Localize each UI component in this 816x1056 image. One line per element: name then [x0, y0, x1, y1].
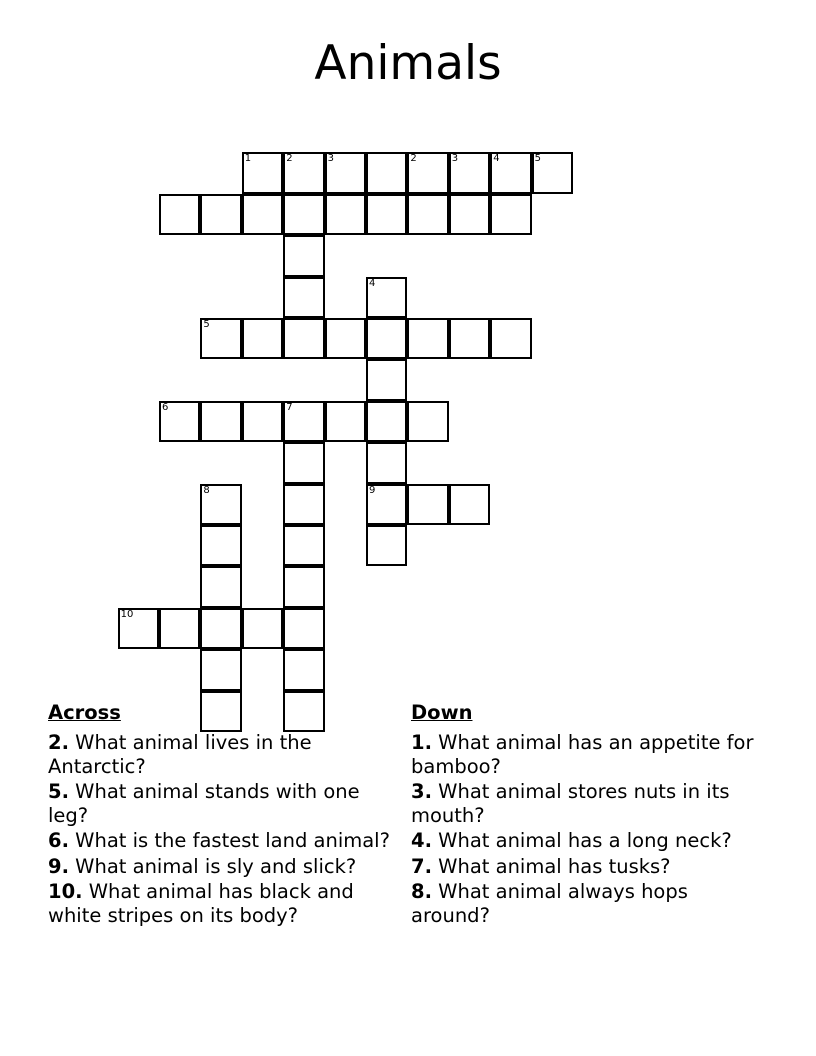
grid-cell[interactable]	[200, 484, 241, 525]
grid-cell[interactable]	[159, 608, 200, 649]
clue-down-1	[411, 731, 756, 778]
clue-number-label: 3	[451, 153, 459, 165]
grid-cell[interactable]	[407, 484, 448, 525]
clue-text: What animal is sly and slick?	[68, 854, 357, 878]
grid-cell[interactable]	[159, 401, 200, 442]
clue-text: What animal stores nuts in its mouth?	[411, 780, 730, 827]
grid-cell[interactable]	[407, 194, 448, 235]
grid-cell[interactable]	[407, 401, 448, 442]
clue-text: What animal lives in the Antarctic?	[48, 731, 312, 778]
grid-cell[interactable]	[283, 525, 324, 566]
grid-cell[interactable]	[200, 401, 241, 442]
clue-across-6	[48, 829, 393, 853]
clue-number: 3.	[411, 780, 432, 803]
grid-cell[interactable]	[407, 152, 448, 193]
grid-cell[interactable]	[242, 401, 283, 442]
grid-cell[interactable]	[200, 318, 241, 359]
clue-text: What animal has tusks?	[431, 854, 671, 878]
grid-cell[interactable]	[449, 484, 490, 525]
grid-cell[interactable]	[325, 152, 366, 193]
clue-text: What animal always hops around?	[411, 880, 688, 927]
grid-cell[interactable]	[366, 277, 407, 318]
grid-cell[interactable]	[283, 401, 324, 442]
clue-number-label: 2	[286, 153, 293, 165]
clue-down-4	[411, 829, 756, 853]
clue-text: What animal has black and white stripes on its body?	[48, 880, 354, 927]
clue-number-label: 9	[369, 484, 376, 496]
clue-number: 1.	[411, 731, 432, 754]
down-heading: Down	[411, 701, 473, 724]
clue-number-label: 5	[534, 153, 541, 165]
clue-across-2	[48, 731, 393, 778]
grid-cell[interactable]	[366, 401, 407, 442]
grid-cell[interactable]	[490, 194, 531, 235]
clue-down-3	[411, 780, 756, 827]
grid-cell[interactable]	[200, 525, 241, 566]
clue-number: 5.	[48, 780, 69, 803]
grid-cell[interactable]	[283, 152, 324, 193]
across-clue-list	[48, 731, 393, 927]
clue-down-8	[411, 880, 756, 927]
grid-cell[interactable]	[366, 359, 407, 400]
grid-cell[interactable]	[283, 608, 324, 649]
grid-cell[interactable]	[325, 194, 366, 235]
grid-cell[interactable]	[159, 194, 200, 235]
clue-down-7	[411, 855, 756, 879]
clue-number: 2.	[48, 731, 69, 754]
clue-number-label: 1	[244, 153, 252, 165]
grid-cell[interactable]	[366, 194, 407, 235]
grid-cell[interactable]	[283, 484, 324, 525]
clue-across-9	[48, 855, 393, 879]
grid-cell[interactable]	[242, 318, 283, 359]
puzzle-title: Animals	[314, 36, 502, 91]
grid-cell[interactable]	[449, 318, 490, 359]
clue-number-label: 8	[203, 484, 210, 496]
clue-text: What is the fastest land animal?	[68, 829, 390, 852]
clue-number: 7.	[411, 854, 432, 878]
clue-number-label: 5	[203, 319, 210, 330]
grid-cell[interactable]	[490, 318, 531, 359]
clue-across-10	[48, 880, 393, 927]
clue-number: 6.	[48, 829, 69, 852]
clue-text: What animal has an appetite for bamboo?	[411, 731, 754, 778]
clue-number-label: 4	[369, 277, 376, 289]
grid-cell[interactable]	[366, 525, 407, 566]
down-clues	[411, 700, 756, 929]
grid-cell[interactable]	[242, 608, 283, 649]
grid-cell[interactable]	[283, 566, 324, 607]
down-clue-list	[411, 731, 756, 927]
grid-cell[interactable]	[200, 566, 241, 607]
grid-cell[interactable]	[366, 484, 407, 525]
grid-cell[interactable]	[366, 318, 407, 359]
grid-cell[interactable]	[242, 152, 283, 193]
grid-cell[interactable]	[283, 235, 324, 276]
clue-number-label: 10	[120, 608, 134, 620]
grid-cell[interactable]	[283, 277, 324, 318]
clue-number-label: 3	[327, 153, 334, 165]
grid-cell[interactable]	[407, 318, 448, 359]
clue-number: 9.	[48, 854, 69, 878]
grid-cell[interactable]	[283, 318, 324, 359]
clue-number-label: 2	[410, 153, 417, 165]
grid-cell[interactable]	[200, 194, 241, 235]
clue-text: What animal stands with one leg?	[48, 780, 360, 827]
grid-cell[interactable]	[532, 152, 573, 193]
clue-number-label: 6	[162, 401, 169, 413]
grid-cell[interactable]	[449, 152, 490, 193]
grid-cell[interactable]	[449, 194, 490, 235]
grid-cell[interactable]	[490, 152, 531, 193]
grid-cell[interactable]	[366, 152, 407, 193]
grid-cell[interactable]	[200, 649, 241, 690]
grid-cell[interactable]	[283, 442, 324, 483]
grid-cell[interactable]	[283, 649, 324, 690]
clue-across-5	[48, 780, 393, 827]
clue-number: 4.	[411, 829, 432, 852]
grid-cell[interactable]	[325, 318, 366, 359]
clue-number-label: 7	[286, 401, 293, 413]
grid-cell[interactable]	[242, 194, 283, 235]
clue-number: 8.	[411, 880, 432, 903]
grid-cell[interactable]	[283, 194, 324, 235]
clue-text: What animal has a long neck?	[431, 829, 732, 852]
across-clues	[48, 700, 393, 929]
clue-number-label: 4	[493, 153, 500, 165]
across-heading: Across	[48, 701, 121, 724]
grid-cell[interactable]	[325, 401, 366, 442]
grid-cell[interactable]	[366, 442, 407, 483]
grid-cell[interactable]	[200, 608, 241, 649]
clue-number: 10.	[48, 880, 83, 903]
grid-cell[interactable]	[118, 608, 159, 649]
